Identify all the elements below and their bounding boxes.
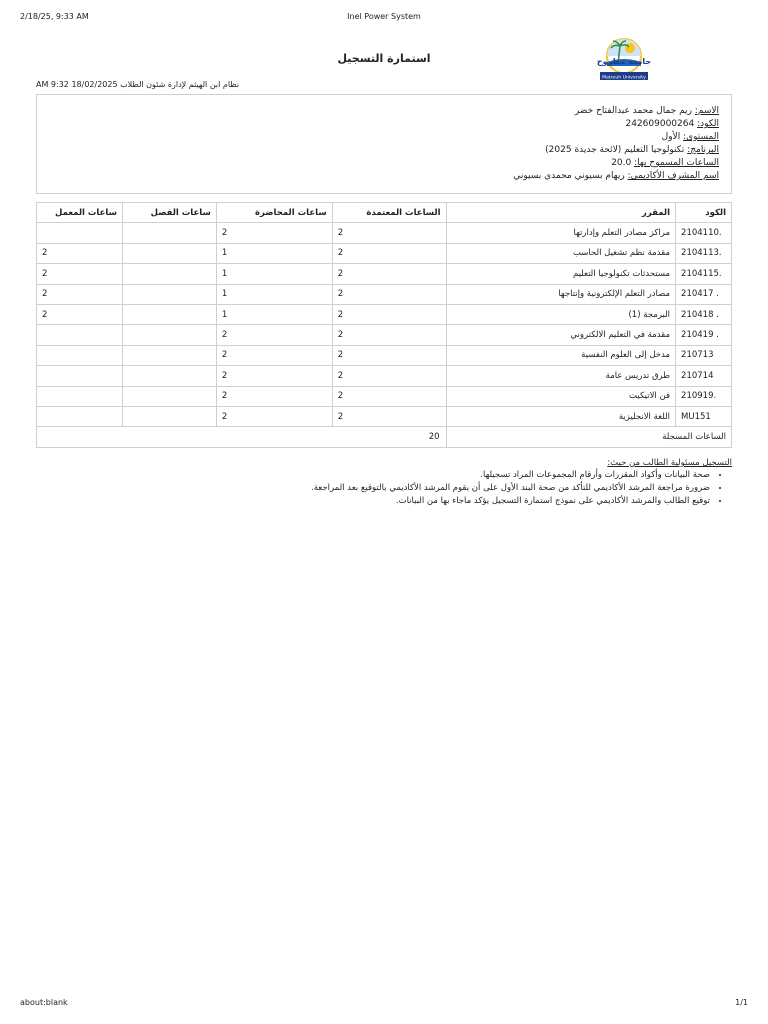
class-hours bbox=[122, 284, 216, 304]
course-code: 210419 . bbox=[676, 325, 732, 345]
course-name: فن الاتيكيت bbox=[446, 386, 675, 406]
form-title: استمارة التسجيل bbox=[337, 52, 431, 65]
lab-hours bbox=[37, 325, 123, 345]
table-row bbox=[37, 284, 732, 304]
course-code: MU151 bbox=[676, 406, 732, 426]
lecture-hours: 1 bbox=[216, 284, 332, 304]
note-item: • صحة البيانات وأكواد المقررات وأرقام المجموعات المراد تسجيلها. bbox=[36, 469, 710, 482]
lecture-hours: 2 bbox=[216, 406, 332, 426]
lecture-hours: 1 bbox=[216, 304, 332, 324]
table-row bbox=[37, 325, 732, 345]
course-name: مصادر التعلم الإلكترونية وإنتاجها bbox=[446, 284, 675, 304]
class-hours bbox=[122, 386, 216, 406]
lecture-hours: 2 bbox=[216, 325, 332, 345]
class-hours bbox=[122, 366, 216, 386]
lecture-hours: 2 bbox=[216, 223, 332, 243]
lab-hours: 2 bbox=[37, 243, 123, 263]
class-hours bbox=[122, 223, 216, 243]
class-hours bbox=[122, 264, 216, 284]
student-level-value: الأول bbox=[661, 132, 681, 142]
student-program-value: تكنولوجيا التعليم (لائحة جديدة 2025) bbox=[545, 145, 685, 155]
class-hours bbox=[122, 243, 216, 263]
course-code: 210713 bbox=[676, 345, 732, 365]
course-name: مراكز مصادر التعلم وإدارتها bbox=[446, 223, 675, 243]
total-hours-label: الساعات المسجلة bbox=[446, 427, 731, 447]
header-class-hours: ساعات الفصل bbox=[122, 203, 216, 223]
credit-hours: 2 bbox=[332, 345, 446, 365]
credit-hours: 2 bbox=[332, 304, 446, 324]
notes-list bbox=[36, 469, 732, 508]
advisor-value: ريهام بسيوني محمدي بسيوني bbox=[513, 171, 625, 181]
lecture-hours: 1 bbox=[216, 243, 332, 263]
table-total-row bbox=[37, 427, 732, 447]
credit-hours: 2 bbox=[332, 243, 446, 263]
lab-hours bbox=[37, 386, 123, 406]
table-row bbox=[37, 386, 732, 406]
course-code: 210417 . bbox=[676, 284, 732, 304]
lab-hours: 2 bbox=[37, 304, 123, 324]
class-hours bbox=[122, 325, 216, 345]
table-row bbox=[37, 406, 732, 426]
allowed-hours-row bbox=[513, 157, 719, 170]
course-name: مستحدثات تكنولوجيا التعليم bbox=[446, 264, 675, 284]
advisor-row bbox=[513, 170, 719, 183]
course-code: 2104115. bbox=[676, 264, 732, 284]
allowed-hours-label: الساعات المسموح بها: bbox=[634, 158, 719, 168]
course-name: طرق تدريس عامة bbox=[446, 366, 675, 386]
lecture-hours: 2 bbox=[216, 366, 332, 386]
table-row bbox=[37, 223, 732, 243]
student-code-row bbox=[513, 118, 719, 131]
allowed-hours-value: 20.0 bbox=[611, 158, 632, 168]
lab-hours: 2 bbox=[37, 284, 123, 304]
table-row bbox=[37, 243, 732, 263]
class-hours bbox=[122, 345, 216, 365]
credit-hours: 2 bbox=[332, 366, 446, 386]
course-name: مدخل إلى العلوم النفسية bbox=[446, 345, 675, 365]
course-name: اللغة الانجليزية bbox=[446, 406, 675, 426]
table-header-row bbox=[37, 203, 732, 223]
credit-hours: 2 bbox=[332, 264, 446, 284]
student-name-label: الاسم: bbox=[694, 106, 719, 116]
credit-hours: 2 bbox=[332, 406, 446, 426]
student-program-row bbox=[513, 144, 719, 157]
header-code: الكود bbox=[676, 203, 732, 223]
student-info-box bbox=[36, 94, 732, 194]
header-credit-hours: الساعات المعتمدة bbox=[332, 203, 446, 223]
lecture-hours: 1 bbox=[216, 264, 332, 284]
table-row bbox=[37, 366, 732, 386]
note-item: • توقيع الطالب والمرشد الأكاديمي على نموذج استمارة التسجيل يؤكد ماجاء بها من البيانات. bbox=[36, 495, 710, 508]
total-hours-value: 20 bbox=[37, 427, 447, 447]
student-name-row bbox=[513, 105, 719, 118]
lab-hours: 2 bbox=[37, 264, 123, 284]
registration-notes bbox=[36, 458, 732, 508]
course-name: مقدمة نظم تشغيل الحاسب bbox=[446, 243, 675, 263]
lecture-hours: 2 bbox=[216, 386, 332, 406]
print-header bbox=[20, 12, 748, 24]
student-code-value: 242609000264 bbox=[625, 119, 695, 129]
header-lecture-hours: ساعات المحاضرة bbox=[216, 203, 332, 223]
print-footer-url: about:blank bbox=[20, 998, 68, 1007]
note-item: • ضرورة مراجعة المرشد الأكاديمي للتأكد من صحة البند الأول على أن يقوم المرشد الأكاديمي بالتوقيع بعد المراجعة. bbox=[36, 482, 710, 495]
student-code-label: الكود: bbox=[697, 119, 719, 129]
class-hours bbox=[122, 304, 216, 324]
print-header-title: Inel Power System bbox=[347, 12, 421, 21]
student-level-row bbox=[513, 131, 719, 144]
class-hours bbox=[122, 406, 216, 426]
table-row bbox=[37, 264, 732, 284]
print-datetime: 2/18/25, 9:33 AM bbox=[20, 12, 89, 21]
course-code: 210714 bbox=[676, 366, 732, 386]
course-code: 210418 . bbox=[676, 304, 732, 324]
course-name: البرمجة (1) bbox=[446, 304, 675, 324]
print-page-number: 1/1 bbox=[735, 998, 748, 1007]
header-lab-hours: ساعات المعمل bbox=[37, 203, 123, 223]
course-code: 2104113. bbox=[676, 243, 732, 263]
logo-text-en: Matrouh University bbox=[602, 75, 646, 81]
credit-hours: 2 bbox=[332, 325, 446, 345]
lab-hours bbox=[37, 366, 123, 386]
course-code: 2104110. bbox=[676, 223, 732, 243]
credit-hours: 2 bbox=[332, 386, 446, 406]
notes-title: التسجيل مسئولية الطالب من حيث: bbox=[607, 458, 732, 468]
student-level-label: المستوى: bbox=[683, 132, 719, 142]
lab-hours bbox=[37, 345, 123, 365]
table-row bbox=[37, 304, 732, 324]
header-course: المقرر bbox=[446, 203, 675, 223]
logo-text-ar: جامعة مطروح bbox=[596, 57, 652, 66]
lab-hours bbox=[37, 406, 123, 426]
credit-hours: 2 bbox=[332, 223, 446, 243]
student-program-label: البرنامج: bbox=[687, 145, 719, 155]
advisor-label: اسم المشرف الأكاديمي: bbox=[627, 171, 719, 181]
student-name-value: ريم جمال محمد عبدالفتاح خضر bbox=[574, 106, 692, 116]
credit-hours: 2 bbox=[332, 284, 446, 304]
course-code: 210919. bbox=[676, 386, 732, 406]
system-timestamp-line: نظام ابن الهيثم لإدارة شئون الطلاب 18/02/2025 9:32 AM bbox=[36, 80, 240, 89]
lecture-hours: 2 bbox=[216, 345, 332, 365]
lab-hours bbox=[37, 223, 123, 243]
print-footer bbox=[20, 998, 748, 1010]
course-name: مقدمة في التعليم الالكتروني bbox=[446, 325, 675, 345]
table-row bbox=[37, 345, 732, 365]
courses-table bbox=[36, 202, 732, 448]
